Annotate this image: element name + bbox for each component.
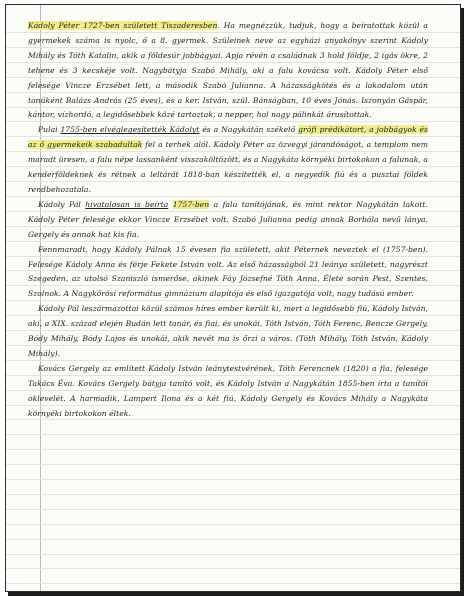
paragraph-text: a falu tanítójának, és mint rektor Nagykátán lakott. Kádoly Péter felesége ekkor Vincze Erzsébet volt, Szabó Julianna pedig annak Borbála nevű lánya, Gergely és annak hat kis fia. — [28, 199, 428, 239]
paragraph-2 — [28, 123, 428, 198]
underlined-phrase: 1755-ben elvéglegesítették Kádolyt — [60, 125, 200, 135]
paragraph-text: Kádoly Pál leszármazottai közül számos híres ember került ki, mert a legidősebb fiú, Kádoly István, aki, a XIX. század elején Budán lett tanár, és fiai, és unokái, Tóth István, Tóth Ferenc, Bencze Gergely, Bódy Mihály, Bódy Lajos és unokái, akik nevét ma is őrzi a város. (Tóth Mihály, Tóth István, Kádoly Mihály). — [28, 304, 428, 358]
ruled-line — [6, 583, 460, 584]
ruled-line — [6, 524, 460, 525]
ruled-line — [6, 539, 460, 540]
paragraph-text: Kádoly Pál — [38, 199, 86, 209]
paragraph-3 — [28, 198, 428, 243]
paragraph-4 — [28, 243, 428, 303]
paragraph-text: . Ha megnézzük, tudjuk, hogy a beíratottak közül a gyermekek száma is nyolc, ő a 8. gyermek. Szüleinek neve az egyházi anyakönyv szerint Kádoly Mihály és Tóth Katalin, akik a földesúr jobbágyai. Apja révén a családnak 3 hold földje, 2 igás ökre, 2 tehene és 3 kecskéje volt. Nagybátyja Szabó Mihály, aki a falu kovácsa volt. Kádoly Péter első felesége Vincze Erzsébet lett, a második Szabó Julianna. A házasságkötés és a lakodalom után tanúként Balázs András (25 éves), és a ker. István, szül. Bánságban, 10 éves Jónás. Iszonyán Gáspár, kántor, vízhordó, a legidősebbek közé tartoztak, a nepper, hol nagy pálinkát árusítottak. — [28, 21, 428, 120]
underlined-phrase: hivatalosan is beírta — [85, 199, 169, 209]
paragraph-1 — [28, 19, 428, 123]
ruled-line — [6, 568, 460, 569]
ruled-line — [6, 554, 460, 555]
ruled-line — [6, 449, 460, 450]
paragraph-6 — [28, 362, 428, 422]
ruled-line — [6, 509, 460, 510]
ruled-line — [6, 494, 460, 495]
paragraph-text: Kovács Gergely az említett Kádoly István leánytestvérének, Tóth Ferencnek (1820) a fia, felesége Takács Éva. Kovács Gergely bátyja tanító volt, és Kádoly István a Nagykátán 1855-ben írta a tanítói oklevelét. A harmadik, Lampert Ilona és a két fiú, Kádoly Gergely és Kovács Mihály a Nagykáta környéki birtokokon éltek. — [28, 363, 428, 418]
highlighted-phrase: 1757-ben — [172, 199, 210, 209]
paragraph-text: Fennmaradt, hogy Kádoly Pálnak 15 évesen fia született, akit Péternek neveztek el (1757-ben). Felesége Kádoly Anna és férje Fekete István volt. Az első házasságból 21 leánya született, nagyrészt Szegeden, az utolsó Szaniszló ismerőse, akinek Fáy Józsefné Tóth Anna. Élete során Pest, Szentes, Szolnok. A Nagykőrösi református gimnázium alapítója és első igazgatója volt, nagy tudású ember. — [28, 244, 428, 299]
highlighted-phrase: grófi prédikátort, a jobbágyok és az ő gyermekeik szabadultak — [28, 125, 428, 150]
paragraph-text: Pulai — [38, 125, 61, 135]
ruled-line — [6, 464, 460, 465]
paragraph-text: és a Nagykátán székelő — [199, 125, 299, 135]
ruled-line — [6, 434, 460, 435]
ruled-line — [6, 479, 460, 480]
paragraph-5 — [28, 302, 428, 362]
document-page — [5, 4, 461, 592]
highlighted-phrase: Kádoly Péter 1727-ben született Tiszaderesben — [28, 21, 218, 30]
paragraph-text: fel a terhek alól. Kádoly Péter az özvegyi járandóságot, a templom nem maradt üresen, a falu népe lassanként visszaköltözött, és a Nagykáta környéki birtokokon a falunak, a kenderföldeknek és rétnek a leltárát 1818-ban készítették el, a negyedik fiú és a pusztai földek rendbehozatala. — [28, 140, 428, 194]
handwritten-text-body — [28, 19, 428, 421]
